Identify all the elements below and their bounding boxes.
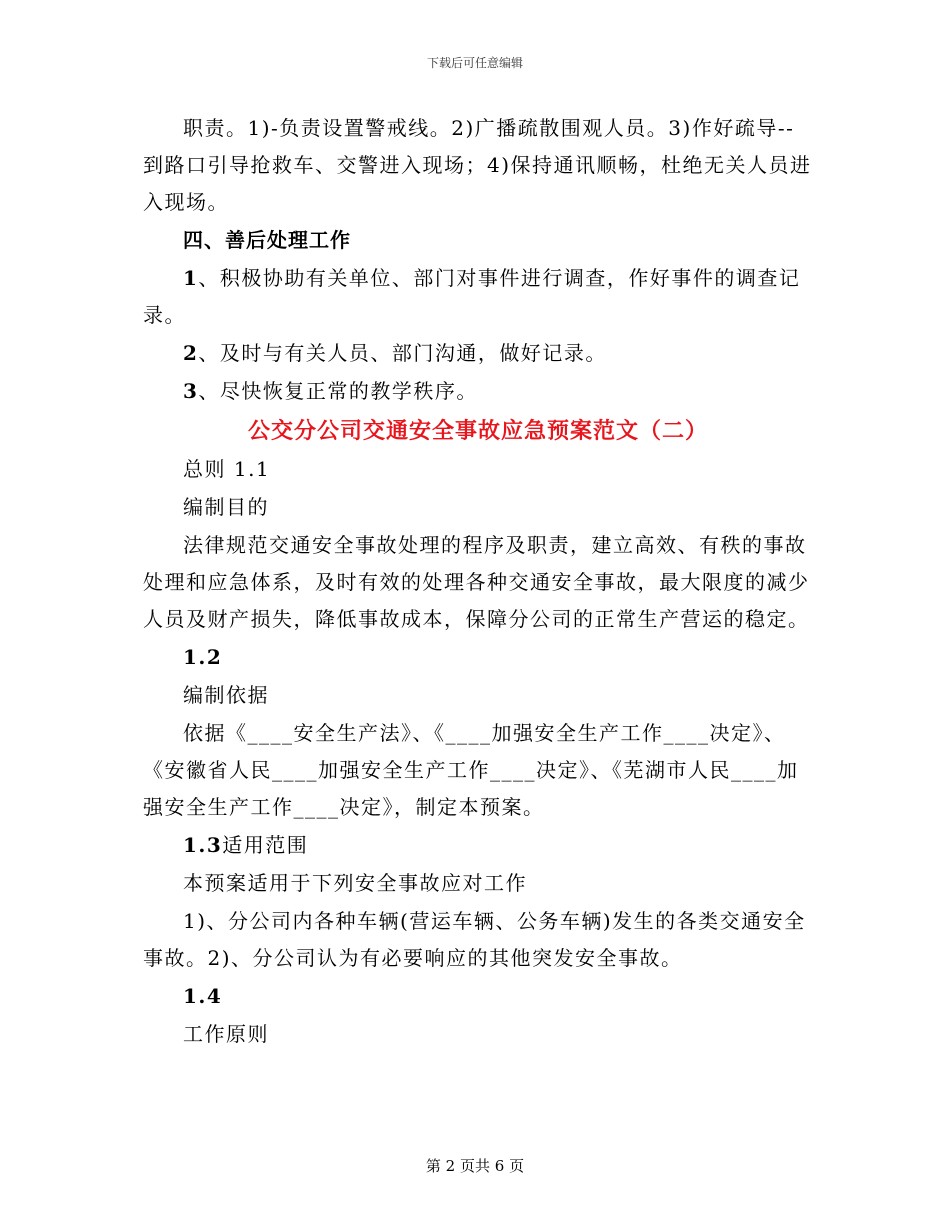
paragraph-purpose: 法律规范交通安全事故处理的程序及职责，建立高效、有秩的事故处理和应急体系，及时有效的处理各种交通安全事故，最大限度的减少人员及财产损失，降低事故成本，保障分公司的正常生产营运的稳定。: [143, 533, 810, 631]
section-heading-aftermath: 四、善后处理工作: [183, 228, 351, 252]
item-text: 、尽快恢复正常的教学秩序。: [198, 379, 478, 403]
aftermath-item-3: [143, 373, 813, 410]
paragraph-scope-intro: 本预案适用于下列安全事故应对工作: [183, 871, 527, 895]
document-body: [143, 110, 813, 1054]
section-number-1-2: 1.2: [183, 645, 223, 669]
item-number: 3: [183, 379, 199, 403]
scope-label: 适用范围: [222, 833, 309, 857]
item-number: 1: [183, 266, 199, 290]
paragraph-scope: 1)、分公司内各种车辆(营运车辆、公务车辆)发生的各类交通安全事故。2)、分公司认为有必要响应的其他突发安全事故。: [143, 909, 806, 970]
aftermath-item-2: [143, 335, 813, 372]
page-header: 下载后可任意编辑: [426, 56, 523, 70]
heading-basis: 编制依据: [183, 683, 269, 707]
paragraph-duties: 职责。1)-负责设置警戒线。2)广播疏散围观人员。3)作好疏导--到路口引导抢救车、交警进入现场；4)保持通讯顺畅，杜绝无关人员进入现场。: [143, 116, 812, 214]
paragraph-basis: 依据《____安全生产法》、《____加强安全生产工作____决定》、《安徽省人民____加强安全生产工作____决定》、《芜湖市人民____加强安全生产工作____决定》，制定本预案。: [143, 721, 799, 819]
heading-purpose: 编制目的: [183, 495, 269, 519]
page-footer: 第 2 页共 6 页: [425, 1157, 525, 1175]
item-text: 、及时与有关人员、部门沟通，做好记录。: [198, 341, 607, 365]
aftermath-item-1: [143, 260, 813, 334]
item-text: 、积极协助有关单位、部门对事件进行调查，作好事件的调查记录。: [143, 266, 801, 327]
document-title: 公交分公司交通安全事故应急预案范文（二）: [247, 418, 708, 444]
section-number-1-3: 1.3: [183, 833, 223, 857]
heading-general: 总则 1.1: [183, 457, 271, 481]
item-number: 2: [183, 341, 199, 365]
heading-principles: 工作原则: [183, 1022, 269, 1046]
section-number-1-4: 1.4: [183, 984, 223, 1008]
heading-scope: [143, 827, 813, 864]
